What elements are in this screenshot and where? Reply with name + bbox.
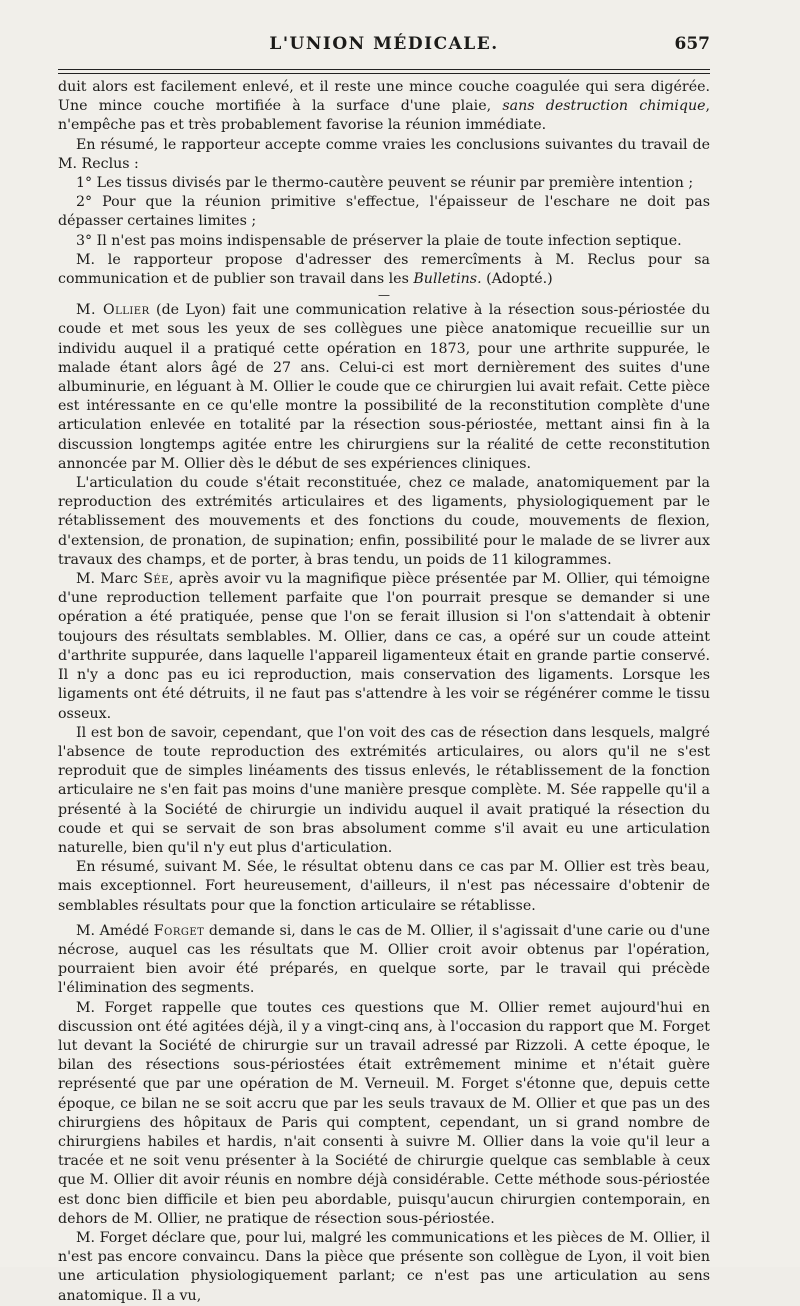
conclusion-item-3: 3° Il n'est pas moins indispensable de préserver la plaie de toute infection septique. [76,232,682,249]
paragraph-summary: En résumé, le rapporteur accepte comme vraies les conclusions suivantes du travail de M. Reclus : [58,136,710,172]
header-rule-thin [58,73,710,74]
paragraph-continuation: duit alors est facilement enlevé, et il reste une mince couche coagulée qui sera digérée. Une mince couche mortifiée à la surface d'une plaie, sans destruction chimique, n'empêche pas et très probablement favorise la réunion immédiate. [58,79,710,134]
conclusion-item-2: 2° Pour que la réunion primitive s'effectue, l'épaisseur de l'eschare ne doit pas dépasser certaines limites ; [58,194,710,230]
header-rule [58,69,710,70]
section-separator: — [378,288,390,303]
article-body [58,78,710,1306]
running-title: L'UNION MÉDICALE. [269,34,499,54]
paragraph-resection: Il est bon de savoir, cependant, que l'on voit des cas de résection dans lesquels, malgré l'absence de toute reproduction des extrémités articulaires, ou alors qu'il ne s'est reproduit que de simples linéaments des tissus enlevés, le rétablissement de la fonction articulaire ne s'en fait pas moins d'une manière presque complète. M. Sée rappelle qu'il a présenté à la Société de chirurgie un individu auquel il avait pratiqué la résection du coude et qui se servait de son bras absolument comme s'il avait eu une articulation naturelle, bien qu'il n'y eut plus d'articulation. [58,724,710,856]
page-header [58,34,710,64]
conclusion-item-1: 1° Les tissus divisés par le thermo-cautère peuvent se réunir par première intention ; [76,175,694,192]
paragraph-see: M. Marc Sée, après avoir vu la magnifique pièce présentée par M. Ollier, qui témoigne d'une reproduction tellement parfaite que l'on pourrait presque se demander si une opération a été pratiquée, pense que l'on se ferait illusion si l'on s'attendait à obtenir toujours des résultats semblables. M. Ollier, dans ce cas, a opéré sur un coude atteint d'arthrite suppurée, dans laquelle l'appareil ligamenteux était en grande partie conservé. Il n'y a donc pas eu ici reproduction, mais conservation des ligaments. Lorsque les ligaments ont été détruits, il ne faut pas s'attendre à les voir se régénérer comme le tissu osseux. [58,571,710,722]
paragraph-forget-declaration: M. Forget déclare que, pour lui, malgré les communications et les pièces de M. Ollier, il n'est pas encore convaincu. Dans la pièce que présente son collègue de Lyon, il voit bien une articulation physiologiquement parlant; ce n'est pas une articulation au sens anatomique. Il a vu, [58,1229,710,1304]
paragraph-see-summary: En résumé, suivant M. Sée, le résultat obtenu dans ce cas par M. Ollier est très beau, mais exceptionnel. Fort heureusement, d'ailleurs, il n'est pas nécessaire d'obtenir de semblables résultats pour que la fonction articulaire se rétablisse. [58,859,710,914]
paragraph-adoption: M. le rapporteur propose d'adresser des remercîments à M. Reclus pour sa communication et de publier son travail dans les Bulletins. (Adopté.) [58,251,710,288]
paragraph-forget-question: M. Amédé Forget demande si, dans le cas de M. Ollier, il s'agissait d'une carie ou d'une nécrose, auquel cas les résultats que M. Ollier croit avoir obtenus par l'opération, pourraient bien avoir été préparés, en quelque sorte, par le travail qui précède l'élimination des segments. [58,922,710,997]
page-number: 657 [674,34,710,54]
paragraph-articulation: L'articulation du coude s'était reconstituée, chez ce malade, anatomiquement par la reproduction des extrémités articulaires et des ligaments, physiologiquement par le rétablissement des mouvements et des fonctions du coude, mouvements de flexion, d'extension, de pronation, de supination; enfin, possibilité pour le malade de se livrer aux travaux des champs, et de porter, à bras tendu, un poids de 11 kilogrammes. [58,475,710,568]
paragraph-ollier: M. Ollier (de Lyon) fait une communication relative à la résection sous-périostée du coude et met sous les yeux de ses collègues une pièce anatomique recueillie sur un individu auquel il a pratiqué cette opération en 1873, pour une arthrite suppurée, le malade étant alors âgé de 27 ans. Celui-ci est mort dernièrement des suites d'une albuminurie, en léguant à M. Ollier le coude que ce chirurgien lui avait refait. Cette pièce est intéressante en ce qu'elle montre la possibilité de la reconstitution complète d'une articulation enlevée en totalité par la résection sous-périostée, mettant ainsi fin à la discussion longtemps agitée entre les chirurgiens sur la réalité de cette reconstitution annoncée par M. Ollier dès le début de ses expériences cliniques. [58,302,710,472]
paragraph-forget-history: M. Forget rappelle que toutes ces questions que M. Ollier remet aujourd'hui en discussion ont été agitées déjà, il y a vingt-cinq ans, à l'occasion du rapport que M. Forget lut devant la Société de chirurgie sur un travail adressé par Rizzoli. A cette époque, le bilan des résections sous-périostées était extrêmement minime et n'était guère représenté que par une opération de M. Verneuil. M. Forget s'étonne que, depuis cette époque, ce bilan ne se soit accru que par les seuls travaux de M. Ollier et que pas un des chirurgiens des hôpitaux de Paris qui comptent, cependant, un si grand nombre de chirurgiens habiles et hardis, n'ait consenti à suivre M. Ollier dans la voie qu'il leur a tracée et ne soit venu présenter à la Société de chirurgie quelque cas semblable à ceux que M. Ollier dit avoir réunis en nombre déjà considérable. Cette méthode sous-périostée est donc bien difficile et bien peu abordable, puisqu'aucun chirurgien contemporain, en dehors de M. Ollier, ne pratique de résection sous-périostée. [58,999,710,1227]
